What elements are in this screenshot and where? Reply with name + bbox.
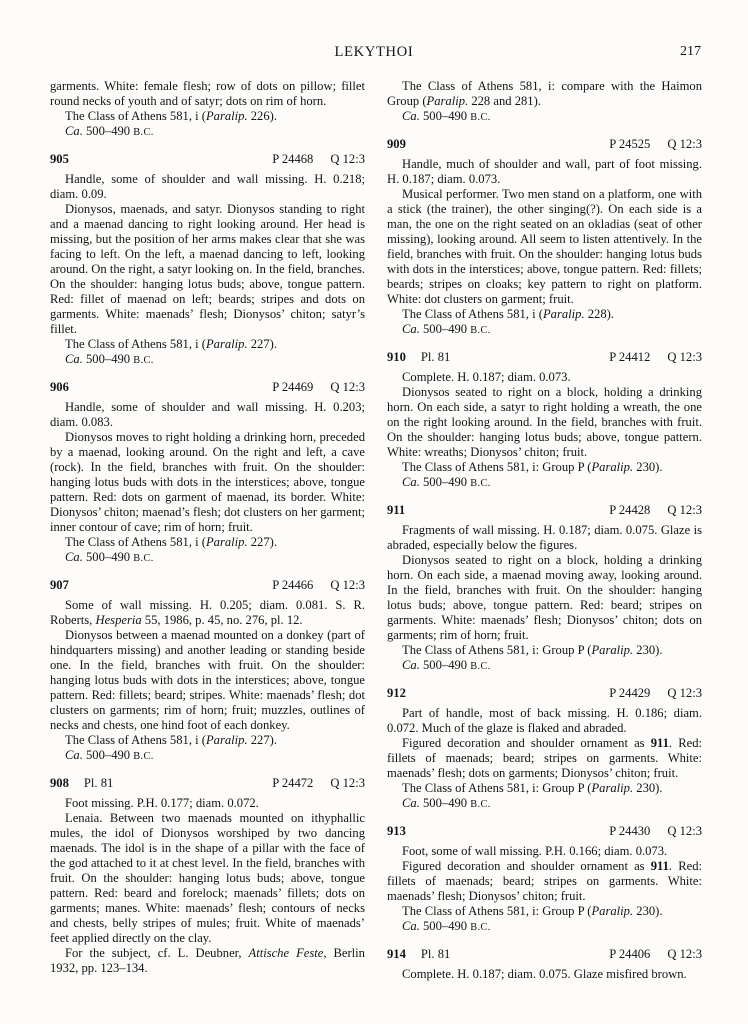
entry-number: 911 [387, 503, 406, 517]
entry-header [387, 686, 702, 701]
bold-cross-reference: 911 [650, 736, 669, 750]
paragraph: Lenaia. Between two maenads mounted on ithyphallic mules, the idol of Dionysos worshiped by two dancing maenads. The idol is in the shape of a pillar with the face of the god attached to it at chest level. In the field, branches with fruit. On the shoulder: hanging lotus buds; above, tongue pattern. Red: beard and forelock; maenads’ fillets; dots on garments; manes. White: maenads’ flesh; contours of necks and chests, belly stripes of mules; fruit. White of maenads’ feet applied directly on the clay. [50, 811, 365, 945]
paragraph: The Class of Athens 581, i (Paralip. 227). [65, 535, 277, 549]
entry-plate-reference: Pl. 81 [83, 776, 114, 790]
paragraph: The Class of Athens 581, i: Group P (Paralip. 230). [402, 904, 663, 918]
entry-inventory-number: P 24406 [609, 947, 651, 961]
italic-text: Paralip. [205, 733, 248, 747]
entry-grid-reference: Q 12:3 [330, 152, 365, 166]
paragraph: Figured decoration and shoulder ornament as 911. Red: fillets of maenads; beard; stripes on garments. White: maenads’ flesh; dots on garments; Dionysos’ chiton; fruit. [387, 736, 702, 780]
paragraph: Dionysos between a maenad mounted on a donkey (part of hindquarters missing) and another leading or standing beside one. In the field, branches with fruit. On the shoulder: hanging lotus buds with dots in the interstices; above, tongue pattern. Red: fillets; beard; stripes. White: maenads’ flesh; dot clusters on garments; rim of horn; fruit; muzzles, outlines of necks and chests, one hind foot of each donkey. [50, 628, 365, 732]
paragraph: Ca. 500–490 B.C. [65, 550, 154, 564]
paragraph: The Class of Athens 581, i (Paralip. 228). [402, 307, 614, 321]
italic-text: Ca. [402, 322, 420, 336]
entry-inventory-number: P 24468 [272, 152, 314, 166]
entry-inventory-number: P 24430 [609, 824, 651, 838]
smallcaps-text: B.C. [133, 751, 154, 762]
paragraph: Figured decoration and shoulder ornament as 911. Red: fillets of maenads; beard; stripes on garments. White: maenads’ flesh; Dionysos’ chiton; fruit. [387, 859, 702, 903]
paragraph: The Class of Athens 581, i (Paralip. 227). [65, 337, 277, 351]
entry-inventory-number: P 24472 [272, 776, 314, 790]
italic-text: Paralip. [205, 109, 248, 123]
paragraph: Dionysos, maenads, and satyr. Dionysos standing to right and a maenad dancing to right looking around. Her head is missing, but the position of her arms makes clear that she was facing to left. On the left, a maenad dancing to left, looking around. On the right, a satyr looking on. In the field, branches. On the shoulder: hanging lotus buds; above, tongue pattern. Red: fillet of maenad on left; beards; stripes and dots on garments. White: maenads’ flesh; Dionysos’ chiton; satyr’s fillet. [50, 202, 365, 336]
entry-inventory-number: P 24429 [609, 686, 651, 700]
italic-text: Ca. [402, 658, 420, 672]
entry-header [387, 503, 702, 518]
italic-text: Ca. [65, 748, 83, 762]
entry-references [272, 578, 365, 593]
running-head-title: LEKYTHOI [334, 44, 414, 60]
paragraph: The Class of Athens 581, i: Group P (Paralip. 230). [402, 781, 663, 795]
smallcaps-text: B.C. [470, 478, 491, 489]
entry-inventory-number: P 24428 [609, 503, 651, 517]
smallcaps-text: B.C. [470, 325, 491, 336]
paragraph: The Class of Athens 581, i: compare with the Haimon Group (Paralip. 228 and 281). [387, 79, 702, 108]
right-column [387, 79, 702, 982]
entry-number: 907 [50, 578, 69, 592]
entry-inventory-number: P 24525 [609, 137, 651, 151]
paragraph: Ca. 500–490 B.C. [65, 352, 154, 366]
paragraph: The Class of Athens 581, i: Group P (Paralip. 230). [402, 643, 663, 657]
entry-inventory-number: P 24412 [609, 350, 651, 364]
entry-header [387, 947, 702, 962]
entry-header [50, 380, 365, 395]
entry-grid-reference: Q 12:3 [667, 686, 702, 700]
entry-references [609, 686, 702, 701]
entry-grid-reference: Q 12:3 [330, 776, 365, 790]
paragraph: Handle, some of shoulder and wall missing. H. 0.218; diam. 0.09. [50, 172, 365, 201]
entry-number: 913 [387, 824, 406, 838]
entry-inventory-number: P 24469 [272, 380, 314, 394]
paragraph: Handle, some of shoulder and wall missing. H. 0.203; diam. 0.083. [50, 400, 365, 429]
entry-header [387, 350, 702, 365]
smallcaps-text: B.C. [470, 112, 491, 123]
entry-references [609, 137, 702, 152]
paragraph: Fragments of wall missing. H. 0.187; diam. 0.075. Glaze is abraded, especially below the figures. [387, 523, 702, 552]
italic-text: Ca. [402, 796, 420, 810]
paragraph: The Class of Athens 581, i (Paralip. 226). [65, 109, 277, 123]
entry-header [387, 824, 702, 839]
italic-text: Ca. [402, 109, 420, 123]
paragraph: Ca. 500–490 B.C. [402, 919, 491, 933]
entry-number: 905 [50, 152, 69, 166]
entry-header [50, 578, 365, 593]
entry-header [50, 152, 365, 167]
entry-header [387, 137, 702, 152]
italic-text: Paralip. [205, 535, 248, 549]
smallcaps-text: B.C. [470, 661, 491, 672]
italic-text: Paralip. [205, 337, 248, 351]
entry-references [272, 152, 365, 167]
paragraph: Complete. H. 0.187; diam. 0.075. Glaze misfired brown. [402, 967, 687, 981]
entry-inventory-number: P 24466 [272, 578, 314, 592]
left-column [50, 79, 365, 976]
paragraph: Ca. 500–490 B.C. [402, 109, 491, 123]
paragraph: Ca. 500–490 B.C. [65, 124, 154, 138]
italic-text: Ca. [65, 124, 83, 138]
italic-text: Paralip. [426, 94, 469, 108]
paragraph: Foot missing. P.H. 0.177; diam. 0.072. [65, 796, 259, 810]
entry-plate-reference: Pl. 81 [420, 350, 451, 364]
entry-references [272, 380, 365, 395]
paragraph: Some of wall missing. H. 0.205; diam. 0.081. S. R. Roberts, Hesperia 55, 1986, p. 45, no. 276, pl. 12. [50, 598, 365, 627]
entry-grid-reference: Q 12:3 [667, 503, 702, 517]
entry-references [609, 350, 702, 365]
entry-number: 909 [387, 137, 406, 151]
italic-text: Ca. [65, 550, 83, 564]
paragraph: Foot, some of wall missing. P.H. 0.166; diam. 0.073. [402, 844, 668, 858]
italic-text: Paralip. [542, 307, 585, 321]
entry-plate-reference: Pl. 81 [420, 947, 451, 961]
paragraph: Ca. 500–490 B.C. [402, 322, 491, 336]
paragraph: The Class of Athens 581, i (Paralip. 227). [65, 733, 277, 747]
entry-references [609, 824, 702, 839]
entry-header [50, 776, 365, 791]
smallcaps-text: B.C. [470, 922, 491, 933]
entry-number: 906 [50, 380, 69, 394]
entry-number: 910 [387, 350, 406, 364]
italic-text: Ca. [402, 475, 420, 489]
paragraph: Ca. 500–490 B.C. [65, 748, 154, 762]
paragraph: Ca. 500–490 B.C. [402, 475, 491, 489]
page-number: 217 [680, 44, 701, 59]
entry-number: 908 [50, 776, 69, 790]
italic-text: Paralip. [591, 643, 634, 657]
entry-references [609, 503, 702, 518]
entry-grid-reference: Q 12:3 [330, 578, 365, 592]
paragraph: Dionysos moves to right holding a drinking horn, preceded by a maenad, looking around. On the right and left, a cave (rock). In the field, branches with fruit. On the shoulder: hanging lotus buds with dots in the interstices; above, tongue pattern. Red: dots on garment of maenad, its border. White: Dionysos’ chiton; maenad’s flesh; dot clusters on her garment; inner contour of cave; rim of horn; fruit. [50, 430, 365, 534]
entry-references [609, 947, 702, 962]
bold-cross-reference: 911 [650, 859, 669, 873]
entry-grid-reference: Q 12:3 [667, 137, 702, 151]
paragraph: Part of handle, most of back missing. H. 0.186; diam. 0.072. Much of the glaze is flaked and abraded. [387, 706, 702, 735]
smallcaps-text: B.C. [470, 799, 491, 810]
italic-text: Paralip. [591, 781, 634, 795]
paragraph: Handle, much of shoulder and wall, part of foot missing. H. 0.187; diam. 0.073. [387, 157, 702, 186]
italic-text: Ca. [65, 352, 83, 366]
paragraph: The Class of Athens 581, i: Group P (Paralip. 230). [402, 460, 663, 474]
paragraph: garments. White: female flesh; row of dots on pillow; fillet round necks of youth and of satyr; dots on rim of horn. [50, 79, 365, 108]
entry-grid-reference: Q 12:3 [667, 947, 702, 961]
paragraph: Musical performer. Two men stand on a platform, one with a stick (the trainer), the other singing(?). On each side is a man, the one on the right seated on an okladias (seat of other missing), looking around. All seem to listen attentively. In the field, branches with fruit. On the shoulder: hanging lotus buds with dots in the interstices; above, tongue pattern. Red: fillets; beards; stripes on cloaks; key pattern to right on platform. White: dot clusters on garment; fruit. [387, 187, 702, 306]
italic-text: Paralip. [591, 904, 634, 918]
entry-number: 912 [387, 686, 406, 700]
italic-text: Hesperia [95, 613, 142, 627]
smallcaps-text: B.C. [133, 553, 154, 564]
paragraph: Ca. 500–490 B.C. [402, 658, 491, 672]
entry-grid-reference: Q 12:3 [330, 380, 365, 394]
paragraph: Complete. H. 0.187; diam. 0.073. [402, 370, 571, 384]
entry-references [272, 776, 365, 791]
entry-number: 914 [387, 947, 406, 961]
smallcaps-text: B.C. [133, 127, 154, 138]
paragraph: For the subject, cf. L. Deubner, Attische Feste, Berlin 1932, pp. 123–134. [50, 946, 365, 975]
entry-grid-reference: Q 12:3 [667, 824, 702, 838]
smallcaps-text: B.C. [133, 355, 154, 366]
paragraph: Ca. 500–490 B.C. [402, 796, 491, 810]
paragraph: Dionysos seated to right on a block, holding a drinking horn. On each side, a satyr to right holding a wreath, the one on the right looking around. In the field, branches with fruit. On the shoulder: hanging lotus buds; above, tongue pattern. White: wreaths; Dionysos’ chiton; fruit. [387, 385, 702, 459]
italic-text: Attische Feste [248, 946, 324, 960]
entry-grid-reference: Q 12:3 [667, 350, 702, 364]
italic-text: Ca. [402, 919, 420, 933]
paragraph: Dionysos seated to right on a block, holding a drinking horn. On each side, a maenad moving away, looking around. In the field, branches with fruit. On the shoulder: hanging lotus buds; above, tongue pattern. Red: beard; stripes on garments. White: maenads’ flesh; Dionysos’ chiton; dots on garments; rim of horn; fruit. [387, 553, 702, 642]
italic-text: Paralip. [591, 460, 634, 474]
